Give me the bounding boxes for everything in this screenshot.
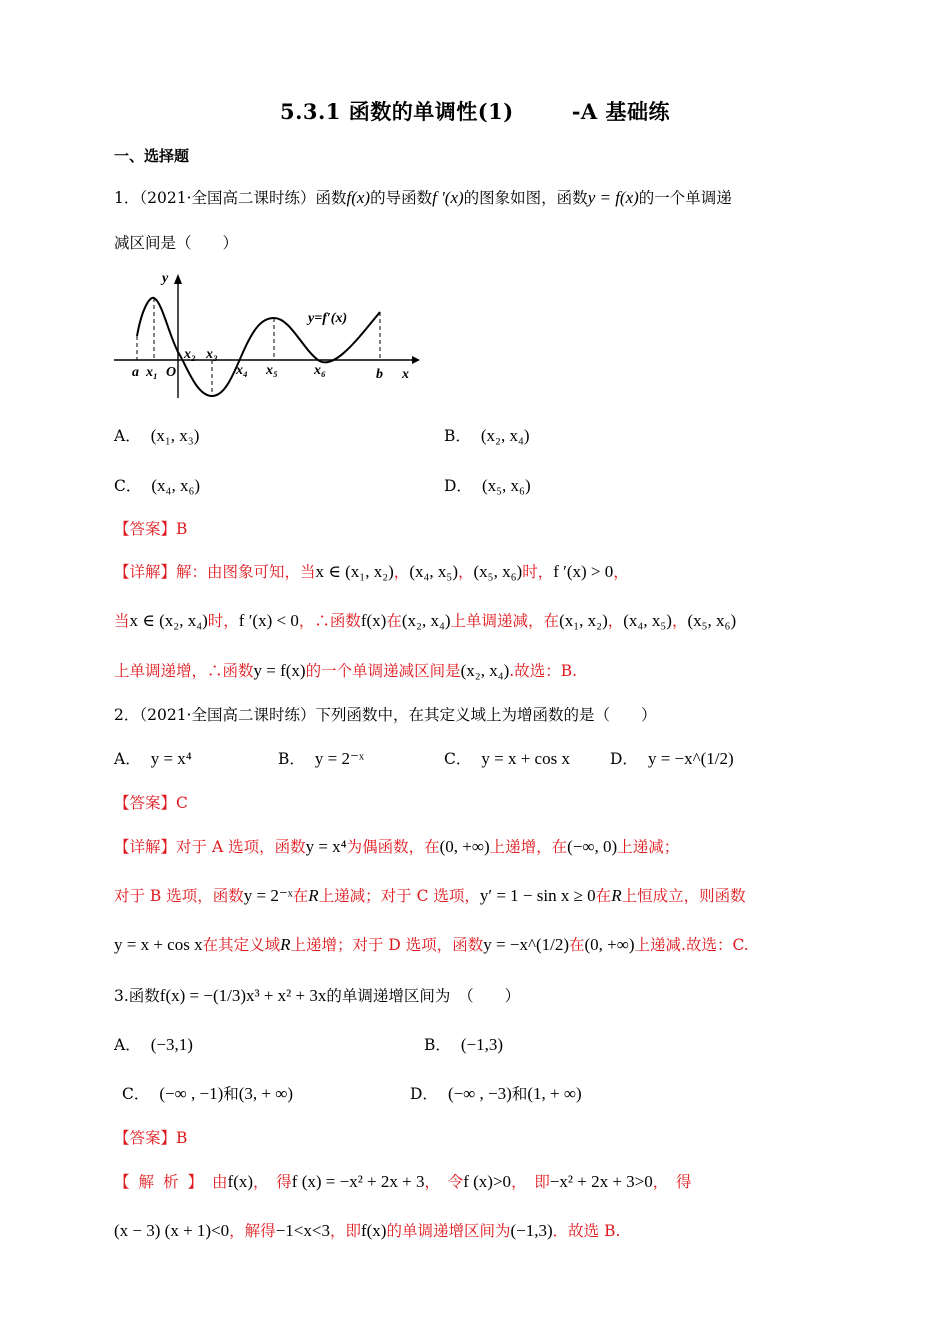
math-yfx: y = f(x) <box>587 188 639 207</box>
label-x1: x₁ <box>146 365 158 380</box>
q3-option-b: B． (−1,3) <box>424 1035 504 1054</box>
q1-detail-line1: 【详解】解：由图象可知，当x ∈ (x₁, x₂)，(x₄, x₅)，(x₅, x₆)时，f ′(x) > 0， <box>114 562 629 581</box>
q2-detail-line3: y = x + cos x在其定义域R上递增；对于 D 选项，函数y = −x^(1/2)在(0, +∞)上递减.故选：C. <box>114 935 749 954</box>
q1-detail-line3: 上单调递增，∴函数y = f(x)的一个单调递减区间是(x₂, x₄).故选：B. <box>114 661 578 680</box>
label-curve: y=f′(x) <box>308 311 348 326</box>
label-x4: x₄ <box>236 363 248 378</box>
q1-detail-line2: 当x ∈ (x₂, x₄)时，f ′(x) < 0，∴函数f(x)在(x₂, x₄)上单调递减，在(x₁, x₂)，(x₄, x₅)，(x₅, x₆) <box>114 611 737 630</box>
q3-answer: 【答案】B <box>114 1129 188 1147</box>
q2-option-c: C． y = x + cos x <box>444 749 570 768</box>
q1-answer: 【答案】B <box>114 520 188 538</box>
x-axis-arrow <box>412 356 420 364</box>
y-axis-arrow <box>174 274 182 284</box>
section-heading: 一、选择题 <box>114 147 190 165</box>
q2-option-a: A． y = x⁴ <box>114 749 192 768</box>
math-fx: f(x) <box>346 188 371 207</box>
q1-option-a: A． (x₁, x₃) <box>114 426 200 445</box>
q1-option-b: B． (x₂, x₄) <box>444 426 530 445</box>
q3-option-a: A． (−3,1) <box>114 1035 193 1054</box>
label-x2: x₂ <box>184 347 196 362</box>
title-sub: -A 基础练 <box>571 99 671 124</box>
q2-stem: 2．（2021·全国高二课时练）下列函数中，在其定义域上为增函数的是（ ） <box>114 706 657 724</box>
q3-option-c: C． (−∞ , −1)和(3, + ∞) <box>122 1084 294 1103</box>
label-x: x <box>402 367 409 382</box>
label-x3: x₃ <box>206 347 218 362</box>
page-title <box>0 96 950 126</box>
q3-option-d: D． (−∞ , −3)和(1, + ∞) <box>410 1084 582 1103</box>
label-b: b <box>376 367 383 382</box>
q2-option-d: D． y = −x^(1/2) <box>610 749 734 768</box>
q2-detail-line2: 对于 B 选项，函数y = 2⁻ˣ在R上递减；对于 C 选项，y′ = 1 − sin x ≥ 0在R上恒成立，则函数 <box>114 886 746 905</box>
q3-analysis-line1: 【解析】由f(x)， 得f (x) = −x² + 2x + 3， 令f (x)>0， 即−x² + 2x + 3>0， 得 <box>114 1172 692 1191</box>
q1-stem-line2: 减区间是（ ） <box>114 234 239 252</box>
q2-detail-line1: 【详解】对于 A 选项，函数y = x⁴为偶函数，在(0, +∞)上递增，在(−∞, 0)上递减； <box>114 837 680 856</box>
q3-analysis-line2: (x − 3) (x + 1)<0，解得−1<x<3，即f(x)的单调递增区间为(−1,3)．故选 B. <box>114 1221 621 1240</box>
label-x5: x₅ <box>266 363 278 378</box>
q2-answer: 【答案】C <box>114 794 188 812</box>
label-O: O <box>166 365 177 380</box>
derivative-graph <box>112 268 422 400</box>
label-x6: x₆ <box>314 363 326 378</box>
math-fpx: f ′(x) <box>432 188 464 207</box>
q1-option-c: C． (x₄, x₆) <box>114 476 201 495</box>
label-a: a <box>132 365 139 380</box>
q1-stem-line1: 1．（2021·全国高二课时练）函数f(x)的导函数f ′(x)的图象如图，函数y = f(x)的一个单调递 <box>114 188 732 207</box>
q3-stem: 3.函数f(x) = −(1/3)x³ + x² + 3x的单调递增区间为 （ ） <box>114 986 521 1005</box>
label-y: y <box>162 271 169 286</box>
q1-option-d: D． (x₅, x₆) <box>444 476 531 495</box>
title-main: 5.3.1 函数的单调性(1) <box>279 99 514 124</box>
q2-option-b: B． y = 2⁻ˣ <box>278 749 364 768</box>
